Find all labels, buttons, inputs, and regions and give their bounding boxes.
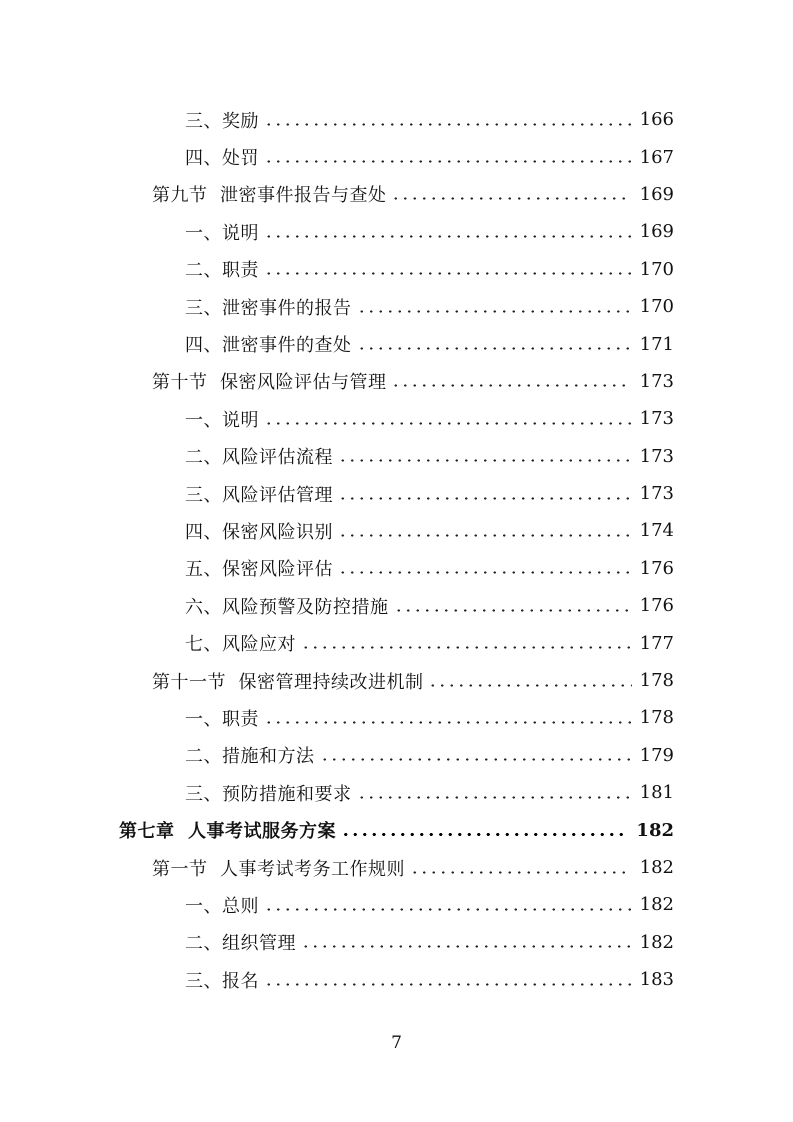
toc-subsection-entry[interactable] xyxy=(0,325,793,362)
toc-subsection-entry[interactable] xyxy=(0,438,793,475)
toc-dot-leader xyxy=(264,160,632,163)
table-of-contents xyxy=(0,101,793,998)
toc-subsection-entry[interactable] xyxy=(0,101,793,138)
toc-dot-leader xyxy=(301,646,632,649)
toc-dot-leader xyxy=(264,123,632,126)
toc-entry-page: 173 xyxy=(639,483,674,505)
toc-entry-page: 182 xyxy=(639,857,674,878)
toc-entry-page: 171 xyxy=(639,333,674,355)
toc-section-entry[interactable] xyxy=(0,849,793,886)
toc-entry-page: 167 xyxy=(639,146,674,168)
toc-entry-title: 四、处罚 xyxy=(185,148,259,170)
toc-entry-title: 一、职责 xyxy=(185,708,259,730)
toc-entry-title: 四、保密风险识别 xyxy=(185,521,333,543)
toc-entry-page: 178 xyxy=(639,707,674,729)
toc-entry-page: 174 xyxy=(639,520,674,542)
toc-entry-title: 三、报名 xyxy=(185,970,259,992)
toc-entry-page: 169 xyxy=(639,183,674,205)
toc-dot-leader xyxy=(391,197,631,200)
toc-subsection-entry[interactable] xyxy=(0,924,793,961)
toc-entry-title: 二、风险评估流程 xyxy=(185,447,333,469)
toc-entry-title: 二、组织管理 xyxy=(185,933,296,955)
toc-entry-page: 170 xyxy=(639,296,674,318)
toc-entry-title: 四、泄密事件的查处 xyxy=(185,335,352,357)
toc-dot-leader xyxy=(264,422,632,425)
toc-section-entry[interactable] xyxy=(0,662,793,699)
toc-subsection-entry[interactable] xyxy=(0,213,793,250)
toc-subsection-entry[interactable] xyxy=(0,774,793,811)
toc-dot-leader xyxy=(338,571,632,574)
toc-dot-leader xyxy=(338,459,632,462)
toc-entry-title: 第七章 人事考试服务方案 xyxy=(119,821,337,843)
toc-dot-leader xyxy=(338,497,632,500)
toc-dot-leader xyxy=(264,272,632,275)
toc-dot-leader xyxy=(264,983,632,986)
toc-dot-leader xyxy=(357,796,632,799)
toc-subsection-entry[interactable] xyxy=(0,475,793,512)
toc-dot-leader xyxy=(410,871,632,874)
toc-subsection-entry[interactable] xyxy=(0,138,793,175)
toc-entry-title: 一、说明 xyxy=(185,222,259,244)
toc-entry-page: 170 xyxy=(639,258,674,280)
toc-subsection-entry[interactable] xyxy=(0,624,793,661)
toc-entry-page: 177 xyxy=(639,632,674,654)
toc-dot-leader xyxy=(264,235,632,238)
toc-entry-page: 182 xyxy=(636,819,674,841)
toc-subsection-entry[interactable] xyxy=(0,886,793,923)
toc-entry-title: 一、总则 xyxy=(185,895,259,917)
toc-chapter-entry[interactable] xyxy=(0,811,793,848)
toc-dot-leader xyxy=(264,721,632,724)
toc-entry-page: 179 xyxy=(639,744,674,766)
toc-dot-leader xyxy=(320,758,632,761)
toc-entry-title: 七、风险应对 xyxy=(185,634,296,656)
toc-entry-title: 第一节 人事考试考务工作规则 xyxy=(152,858,405,880)
toc-subsection-entry[interactable] xyxy=(0,961,793,998)
toc-entry-title: 三、泄密事件的报告 xyxy=(185,297,352,319)
toc-entry-title: 六、风险预警及防控措施 xyxy=(185,596,389,618)
toc-entry-page: 181 xyxy=(639,782,674,804)
toc-dot-leader xyxy=(338,534,632,537)
toc-subsection-entry[interactable] xyxy=(0,737,793,774)
toc-dot-leader xyxy=(357,347,632,350)
toc-entry-title: 三、奖励 xyxy=(185,110,259,132)
toc-entry-page: 173 xyxy=(639,408,674,430)
toc-dot-leader xyxy=(394,609,632,612)
toc-entry-title: 第九节 泄密事件报告与查处 xyxy=(152,185,387,207)
toc-entry-page: 183 xyxy=(639,969,674,991)
toc-entry-title: 第十一节 保密管理持续改进机制 xyxy=(152,671,424,693)
toc-section-entry[interactable] xyxy=(0,176,793,213)
toc-entry-page: 169 xyxy=(639,221,674,243)
toc-subsection-entry[interactable] xyxy=(0,550,793,587)
toc-entry-title: 三、风险评估管理 xyxy=(185,484,333,506)
toc-dot-leader xyxy=(357,310,632,313)
toc-entry-title: 一、说明 xyxy=(185,409,259,431)
page-number: 7 xyxy=(391,1033,402,1053)
toc-dot-leader xyxy=(391,384,631,387)
toc-entry-page: 173 xyxy=(639,445,674,467)
toc-dot-leader xyxy=(428,684,631,687)
toc-entry-title: 二、职责 xyxy=(185,260,259,282)
toc-subsection-entry[interactable] xyxy=(0,512,793,549)
toc-dot-leader xyxy=(264,908,632,911)
toc-subsection-entry[interactable] xyxy=(0,400,793,437)
toc-subsection-entry[interactable] xyxy=(0,587,793,624)
toc-section-entry[interactable] xyxy=(0,363,793,400)
toc-dot-leader xyxy=(341,833,628,836)
toc-entry-title: 五、保密风险评估 xyxy=(185,559,333,581)
toc-entry-title: 二、措施和方法 xyxy=(185,746,315,768)
toc-entry-page: 176 xyxy=(639,595,674,617)
toc-entry-page: 173 xyxy=(639,370,674,392)
toc-entry-page: 182 xyxy=(639,931,674,953)
toc-entry-page: 178 xyxy=(639,670,674,692)
toc-subsection-entry[interactable] xyxy=(0,288,793,325)
toc-dot-leader xyxy=(301,945,632,948)
toc-entry-title: 三、预防措施和要求 xyxy=(185,783,352,805)
toc-entry-page: 166 xyxy=(639,109,674,131)
toc-subsection-entry[interactable] xyxy=(0,699,793,736)
toc-entry-page: 182 xyxy=(639,894,674,916)
toc-entry-title: 第十节 保密风险评估与管理 xyxy=(152,372,387,394)
toc-entry-page: 176 xyxy=(639,557,674,579)
toc-subsection-entry[interactable] xyxy=(0,251,793,288)
